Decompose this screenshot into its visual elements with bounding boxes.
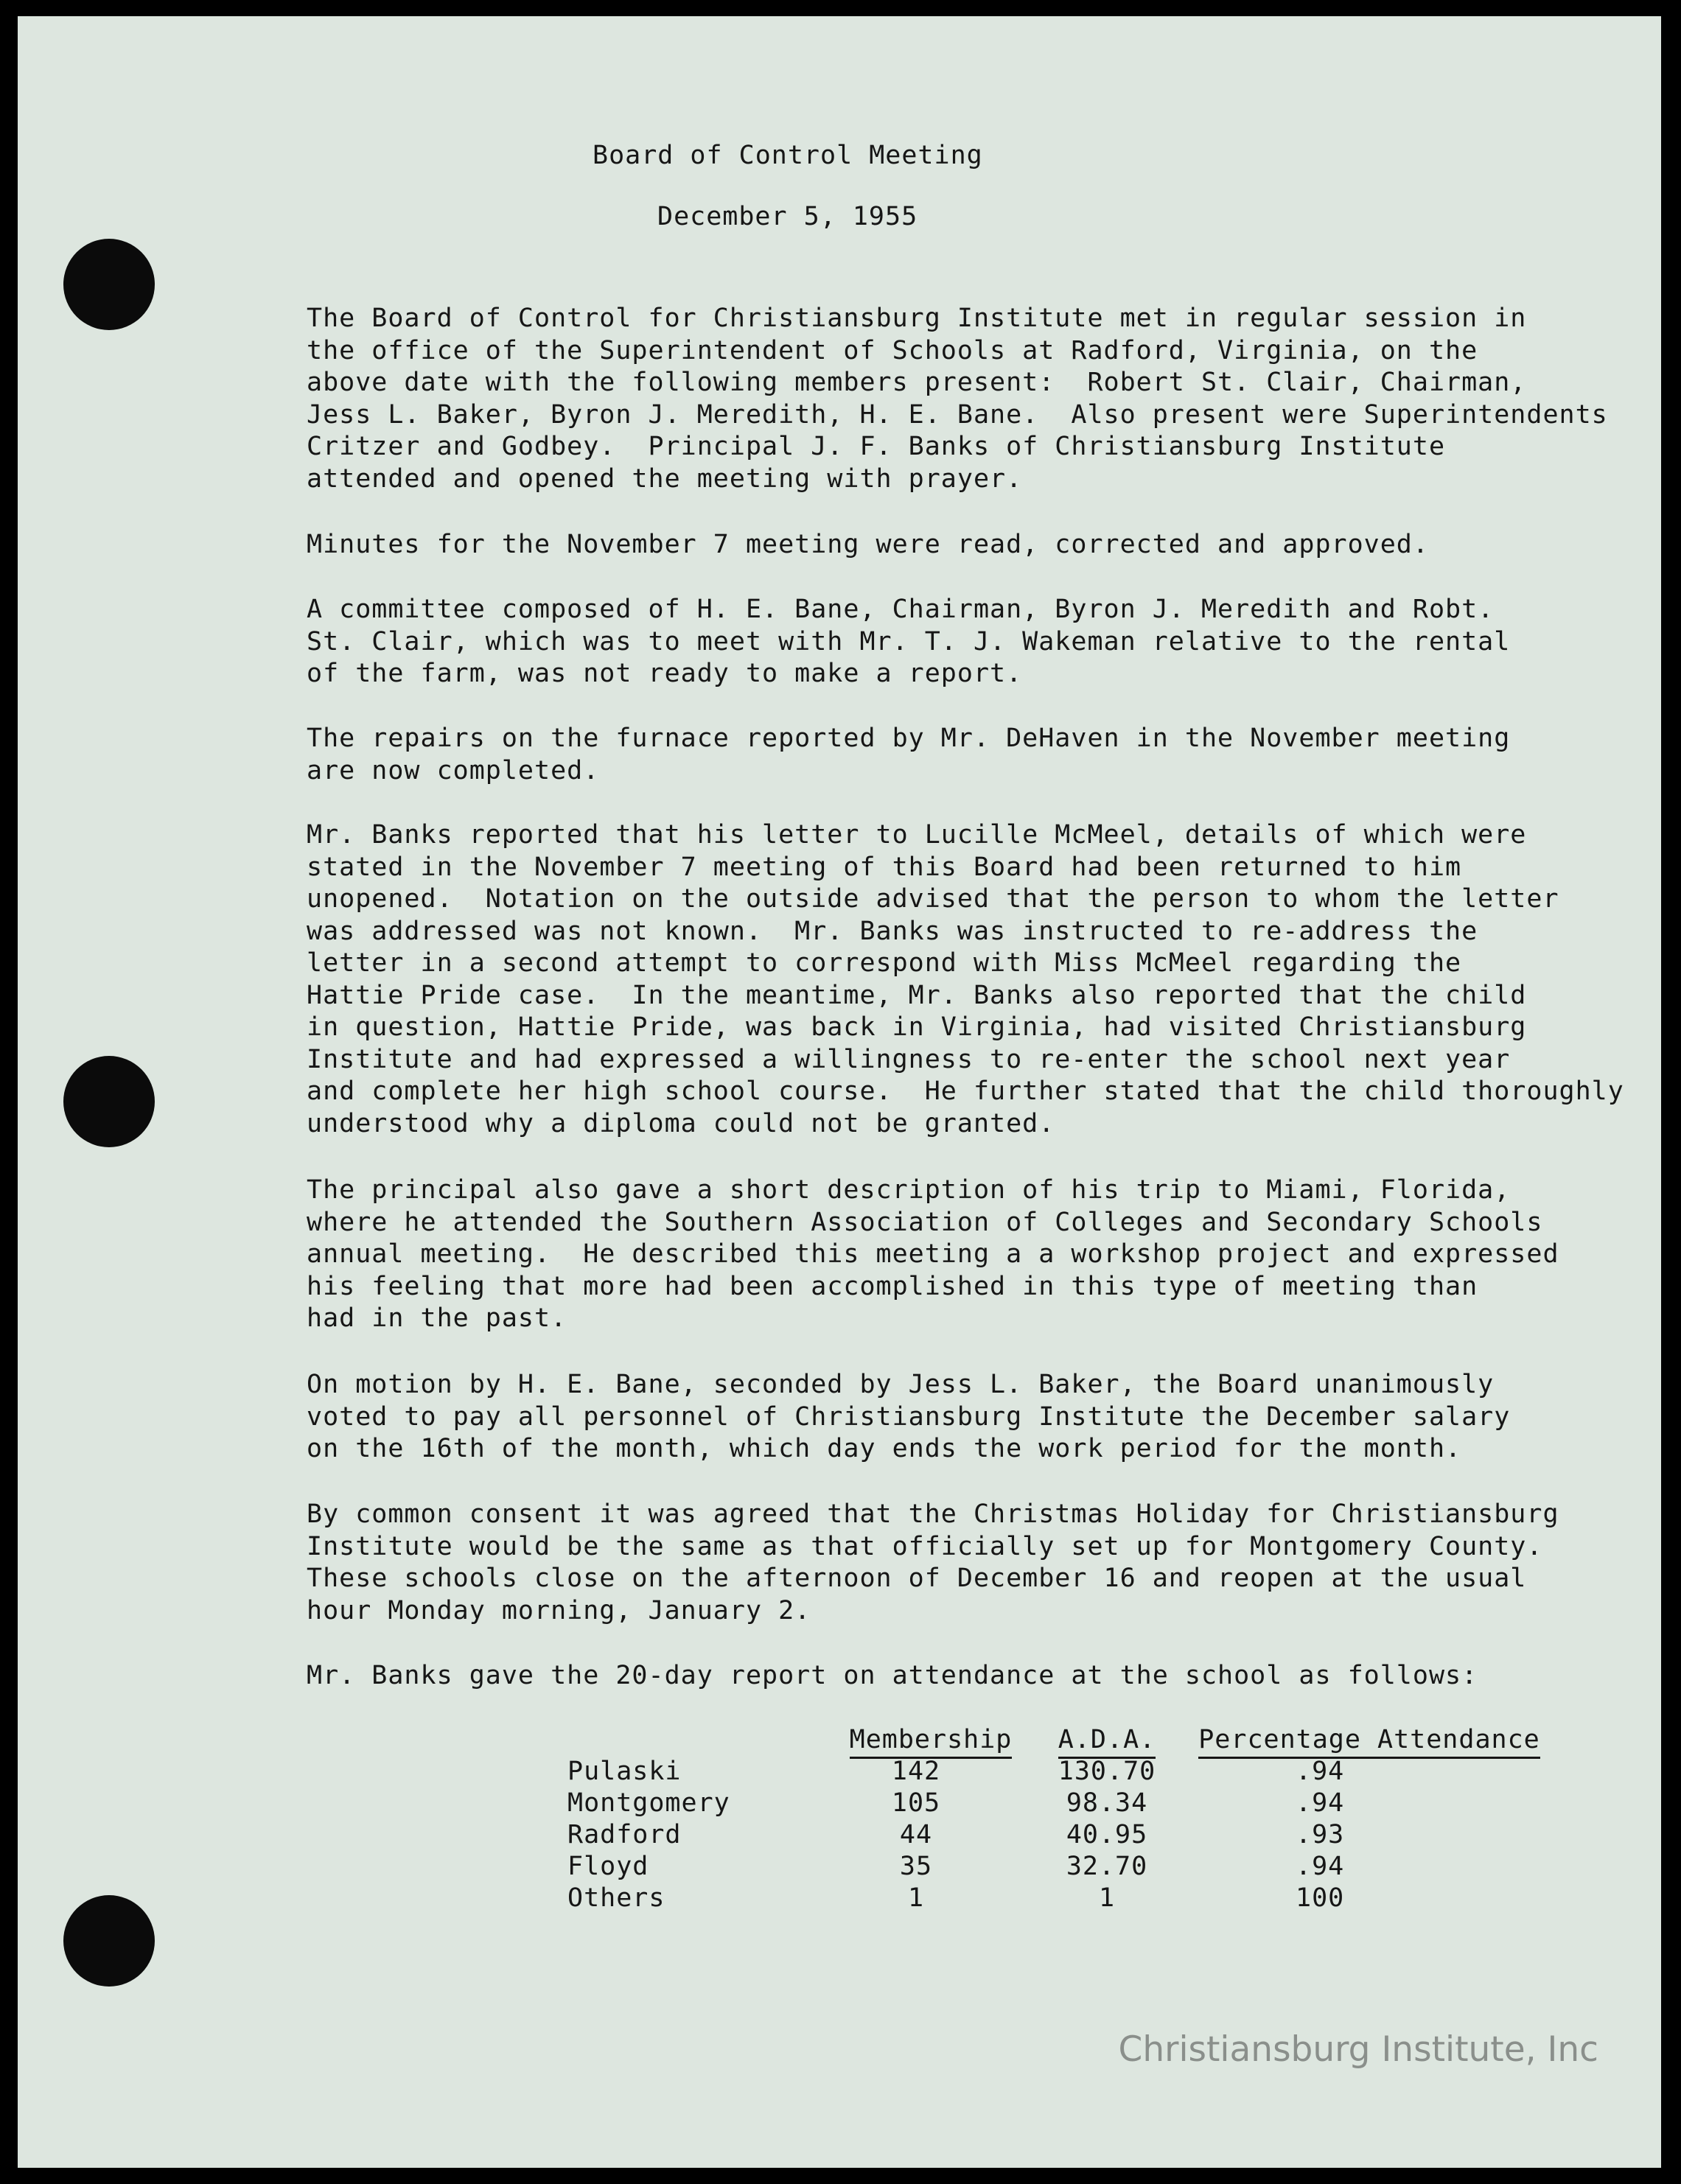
header-membership-label: Membership [850,1725,1013,1759]
table-row [567,1756,1554,1788]
row-percentage: 100 [1296,1883,1345,1913]
binder-hole [63,239,155,330]
header-percentage [1185,1724,1554,1756]
row-ada: 40.95 [1066,1820,1148,1849]
row-ada: 98.34 [1066,1788,1148,1818]
watermark: Christiansburg Institute, Inc [1118,2029,1598,2070]
row-ada: 32.70 [1066,1852,1148,1881]
row-percentage: .94 [1296,1757,1345,1786]
row-percentage: .94 [1296,1788,1345,1818]
row-membership: 44 [899,1820,933,1849]
row-percentage: .94 [1296,1852,1345,1881]
row-name: Montgomery [567,1788,730,1818]
row-membership: 1 [907,1883,925,1913]
row-membership: 105 [891,1788,941,1818]
header-ada-label: A.D.A. [1058,1725,1156,1759]
row-ada: 130.70 [1058,1757,1156,1786]
table-row [567,1851,1554,1883]
row-name: Others [567,1883,665,1913]
document-date: December 5, 1955 [657,202,918,231]
row-name: Floyd [567,1852,649,1881]
paragraph-attendance-intro: Mr. Banks gave the 20-day report on attendance at the school as follows: [307,1661,1478,1690]
binder-hole [63,1056,155,1147]
row-percentage: .93 [1296,1820,1345,1849]
row-membership: 35 [899,1852,933,1881]
paragraph-trip: The principal also gave a short description of his trip to Miami, Florida, where he attended the Southern Association of Colleges and Secondary Schools annual meeting. He described this meeting a a workshop project and expressed his feeling that more had been accomplished in this type of meeting than had in the past. [307,1175,1559,1333]
paragraph-salary-motion: On motion by H. E. Bane, seconded by Jess L. Baker, the Board unanimously voted to pay all personnel of Christiansburg Institute the December salary on the 16th of the month, which day ends the work period for the month. [307,1370,1511,1463]
header-school [567,1724,833,1756]
paragraph-attendees: The Board of Control for Christiansburg Institute met in regular session in the office of the Superintendent of Schools at Radford, Virginia, on the above date with the following members present: Robert St. Clair, Chairman, Jess L. Baker, Byron J. Meredith, H. E. Bane. Also present were Superintendents Critzer and Godbey. Principal J. F. Banks of Christiansburg Institute attended and opened the meeting with prayer. [307,304,1608,494]
table-row [567,1819,1554,1851]
attendance-table [567,1724,1554,1914]
paragraph-letter: Mr. Banks reported that his letter to Lucille McMeel, details of which were stated in the November 7 meeting of this Board had been returned to him unopened. Notation on the outside advised that the person to whom the letter was addressed was not known. Mr. Banks was instructed to re-address the letter in a second attempt to correspond with Miss McMeel regarding the Hattie Pride case. In the meantime, Mr. Banks also reported that the child in question, Hattie Pride, was back in Virginia, had visited Christiansburg Institute and had expressed a willingness to re-enter the school next year and complete her high school course. He further stated that the child thoroughly understood why a diploma could not be granted. [307,820,1624,1138]
header-membership [833,1724,1029,1756]
row-ada: 1 [1098,1883,1116,1913]
paragraph-holiday: By common consent it was agreed that the Christmas Holiday for Christiansburg Institute would be the same as that officially set up for Montgomery County. These schools close on the afternoon of December 16 and reopen at the usual hour Monday morning, January 2. [307,1499,1559,1625]
paragraph-minutes: Minutes for the November 7 meeting were read, corrected and approved. [307,530,1429,559]
header-ada [1029,1724,1185,1756]
paragraph-furnace: The repairs on the furnace reported by Mr. DeHaven in the November meeting are now completed. [307,724,1511,785]
row-name: Radford [567,1820,682,1849]
binder-hole [63,1895,155,1987]
document-title: Board of Control Meeting [593,141,983,170]
row-membership: 142 [891,1757,941,1786]
row-name: Pulaski [567,1757,682,1786]
paragraph-committee: A committee composed of H. E. Bane, Chairman, Byron J. Meredith and Robt. St. Clair, which was to meet with Mr. T. J. Wakeman relative to the rental of the farm, was not ready to make a report. [307,595,1511,688]
header-percentage-label: Percentage Attendance [1198,1725,1540,1759]
table-row [567,1883,1554,1914]
table-row [567,1788,1554,1819]
attendance-header-row [567,1724,1554,1756]
